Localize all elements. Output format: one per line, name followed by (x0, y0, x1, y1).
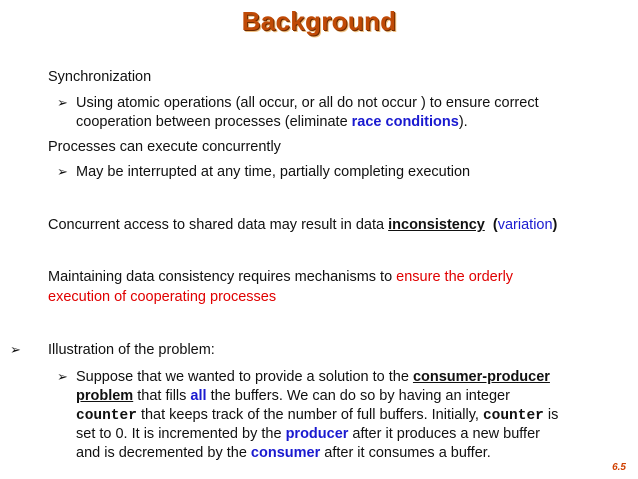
counter-code: counter (482, 408, 544, 424)
bullet-arrow-icon: ➢ (57, 369, 68, 384)
suppose-text: after it produces a new buffer (348, 426, 540, 442)
sync-heading: Synchronization (48, 69, 152, 85)
access-line (48, 216, 557, 235)
access-text: Concurrent access to shared data may result in data (48, 217, 389, 233)
suppose-line-4 (76, 425, 540, 444)
suppose-line-2 (76, 387, 510, 406)
suppose-text: that fills (133, 388, 191, 404)
atomic-text: cooperation between processes (eliminate (76, 114, 352, 130)
problem-term: problem (76, 388, 134, 404)
all-term: all (190, 388, 207, 404)
suppose-text: and is decremented by the (76, 445, 251, 461)
consumer-producer-term: consumer-producer (412, 369, 550, 385)
suppose-text: set to 0. It is incremented by the (76, 426, 286, 442)
inconsistency-term: inconsistency (388, 217, 485, 233)
atomic-line-2 (76, 113, 468, 132)
suppose-text: after it consumes a buffer. (320, 445, 491, 461)
bullet-arrow-icon: ➢ (10, 342, 21, 357)
maintain-line-1 (48, 268, 513, 287)
concurrent-heading: Processes can execute concurrently (48, 139, 281, 155)
suppose-text: the buffers. We can do so by having an integer (206, 388, 510, 404)
bullet-arrow-icon: ➢ (57, 164, 68, 179)
suppose-text: is (543, 407, 559, 423)
suppose-line-5 (76, 444, 491, 463)
race-conditions-term: race conditions (351, 114, 459, 130)
slide-number: 6.5 (612, 462, 626, 473)
suppose-text: Suppose that we wanted to provide a solution to the (76, 369, 413, 385)
slide-title: Background (241, 6, 397, 36)
suppose-text: that keeps track of the number of full buffers. Initially, (136, 407, 483, 423)
maintain-line-2: execution of cooperating processes (48, 289, 277, 305)
consumer-term: consumer (250, 445, 321, 461)
producer-term: producer (285, 426, 349, 442)
variation-term: variation (497, 217, 553, 233)
paren-open: ( (492, 217, 498, 233)
suppose-line-1 (76, 368, 550, 387)
counter-code: counter (76, 408, 137, 424)
suppose-line-3 (76, 406, 558, 426)
illustration-heading: Illustration of the problem: (48, 342, 215, 358)
orderly-term: ensure the orderly (396, 269, 514, 285)
atomic-line-1: Using atomic operations (all occur, or all do not occur ) to ensure correct (76, 95, 539, 111)
paren-close: ) (552, 217, 558, 233)
interrupted-line: May be interrupted at any time, partially completing execution (76, 164, 471, 180)
atomic-end: ). (458, 114, 468, 130)
bullet-arrow-icon: ➢ (57, 95, 68, 110)
maintain-text: Maintaining data consistency requires mechanisms to (48, 269, 397, 285)
